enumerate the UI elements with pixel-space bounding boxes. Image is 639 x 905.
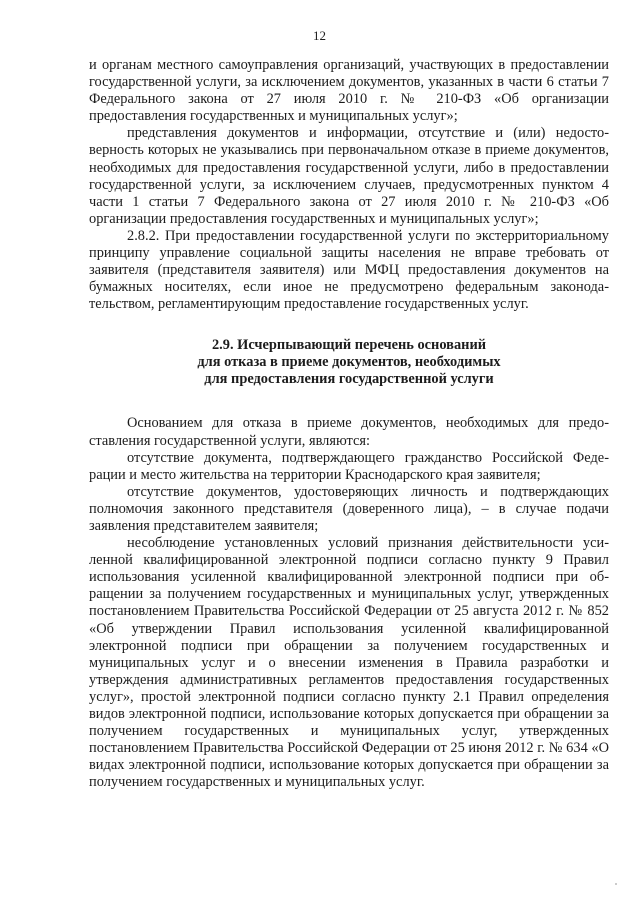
paragraph-documents-information: представления документов и информации, отсутствие и (или) недостоверность которых не указывались при первоначальном отказе в приеме документов, необходимых для предоставления государственной услуги, либо в предоставлении государственной услуги, за исключением случаев, предусмотренных пунктом 4 части 1 статьи 7 Федерального закона от 27 июля 2010 г. № 210-ФЗ «Об организации предоставления государственных и муниципальных услуг»; (89, 125, 609, 227)
paragraph-2-8-2: 2.8.2. При предоставлении государственной услуги по экстерриториальному принципу управление социальной защиты населения не вправе требовать от заявителя (представителя заявителя) или МФЦ предоставления документов на бумажных носителях, если иное не предусмотрено федеральным законодательством, регламентирующим предоставление государственных услуг. (89, 227, 609, 313)
paragraph-citizenship-document: отсутствие документа, подтверждающего гражданство Российской Федерации и место жительства на территории Краснодарского края заявителя; (89, 449, 609, 483)
document-body (89, 57, 609, 791)
section-heading-line: для отказа в приеме документов, необходимых (197, 354, 501, 371)
paragraph-continuation: и органам местного самоуправления организаций, участвующих в предоставлении государственной услуги, за исключением документов, указанных в части 6 статьи 7 Федерального закона от 27 июля 2010 г. № 210-ФЗ «Об организации предоставления государственных и муниципальных услуг»; (89, 57, 609, 125)
paragraph-electronic-signature: несоблюдение установленных условий признания действительности усиленной квалифицированной электронной подписи согласно пункту 9 Правил использования усиленной квалифицированной электронной подписи при обращении за получением государственных и муниципальных услуг, утвержденных постановлением Правительства Российской Федерации от 25 августа 2012 г. № 852 «Об утверждении Правил использования усиленной квалифицированной электронной подписи при обращении за получением государственных и муниципальных услуг и о внесении изменения в Правила разработки и утверждения административных регламентов предоставления государственных услуг», простой электронной подписи согласно пункту 2.1 Правил определения видов электронной подписи, использование которых допускается при обращении за получением государственных и муниципальных услуг, утвержденных постановлением Правительства Российской Федерации от 25 июня 2012 г. № 634 «О видах электронной подписи, использование которых допускается при обращении за получением государственных и муниципальных услуг. (89, 535, 609, 791)
paragraph-grounds-intro: Основанием для отказа в приеме документов, необходимых для предоставления государственной услуги, являются: (89, 415, 609, 449)
page-number: 12 (313, 28, 326, 43)
section-heading-line: для предоставления государственной услуги (204, 371, 494, 388)
section-heading-2-9 (89, 337, 609, 388)
paragraph-identity-documents: отсутствие документов, удостоверяющих личность и подтверждающих полномочия законного представителя (доверенного лица), – в случае подачи заявления представителем заявителя; (89, 483, 609, 534)
section-heading-line: 2.9. Исчерпывающий перечень оснований (211, 337, 487, 354)
scan-speck (615, 883, 617, 885)
